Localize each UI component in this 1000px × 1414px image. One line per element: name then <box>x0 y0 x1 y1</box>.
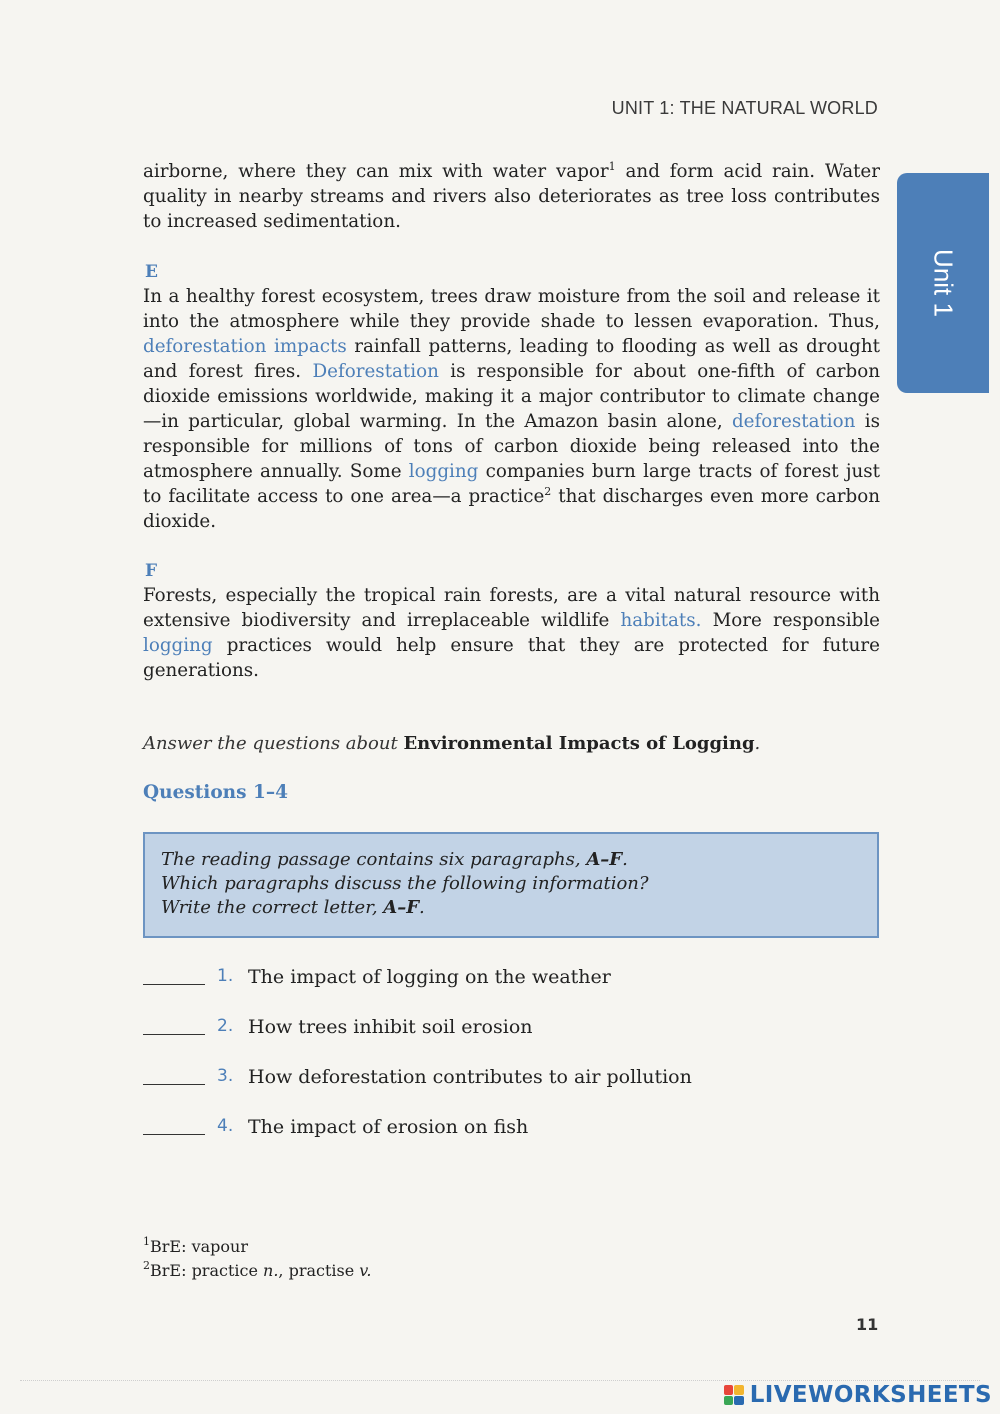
question-text: The impact of logging on the weather <box>248 966 611 988</box>
question-text: How trees inhibit soil erosion <box>248 1016 533 1038</box>
answer-blank[interactable] <box>143 1034 205 1035</box>
question-number: 2. <box>217 1016 234 1036</box>
answer-blank[interactable] <box>143 1134 205 1135</box>
answer-blank[interactable] <box>143 1084 205 1085</box>
instruction: Answer the questions about Environmental Impacts of Logging. <box>143 733 761 754</box>
footnote-1: $^1$BrE: vapour <box>143 1235 248 1256</box>
question-number: 4. <box>217 1116 234 1136</box>
question-text: How deforestation contributes to air pollution <box>248 1066 692 1088</box>
questions-heading: Questions 1–4 <box>143 782 288 803</box>
paragraph-e: In a healthy forest ecosystem, trees draw moisture from the soil and release it into the atmosphere while they provide shade to lessen evaporation. Thus, deforestation impacts rainfall patterns, leading to flooding as well as drought and forest fires. Deforestation is responsible for about one-fifth of carbon dioxide emissions worldwide, making it a major contributor to climate change—in particular, global warming. In the Amazon basin alone, deforestation is responsible for millions of tons of carbon dioxide being released into the atmosphere annually. Some logging companies burn large tracts of forest just to facilitate access to one area—a practice$^2$ that discharges even more carbon dioxide. <box>143 286 881 532</box>
key-term: habitats. <box>620 610 702 631</box>
paragraph-letter-f: F <box>145 561 158 581</box>
paragraph-d-continuation: airborne, where they can mix with water vapor$^1$ and form acid rain. Water quality in nearby streams and rivers also deteriorates as tree loss contributes to increased sedimentation. <box>143 160 880 232</box>
task-instruction-box: The reading passage contains six paragraphs, A–F. Which paragraphs discuss the following information? Write the correct letter, A–F. <box>143 832 879 938</box>
paragraph-letter-e: E <box>145 262 158 282</box>
key-term: deforestation <box>731 411 856 432</box>
key-term: logging <box>143 635 213 656</box>
footnote-2: $^2$BrE: practice n., practise v. <box>143 1259 372 1280</box>
key-term: deforestation impacts <box>143 336 347 357</box>
question-text: The impact of erosion on fish <box>248 1116 529 1138</box>
liveworksheets-logo-icon <box>724 1385 744 1405</box>
footnote-marker-1: 1 <box>608 160 616 173</box>
key-term: logging <box>408 461 479 482</box>
passage-title: Environmental Impacts of Logging <box>403 733 755 754</box>
running-head: UNIT 1: THE NATURAL WORLD <box>611 98 878 118</box>
key-term: Deforestation <box>312 361 439 382</box>
answer-blank[interactable] <box>143 984 205 985</box>
unit-tab-label: Unit 1 <box>928 249 959 317</box>
paragraph-f: Forests, especially the tropical rain forests, are a vital natural resource with extensive biodiversity and irreplaceable wildlife habitats. More responsible logging practices would help ensure that they are protected for future generations. <box>143 585 880 681</box>
unit-tab <box>897 173 989 393</box>
page-number: 11 <box>856 1315 879 1334</box>
liveworksheets-brand[interactable] <box>724 1380 992 1410</box>
brand-name: LIVEWORKSHEETS <box>749 1382 992 1408</box>
question-number: 1. <box>217 966 234 986</box>
question-number: 3. <box>217 1066 234 1086</box>
footnote-marker-2: 2 <box>544 485 552 498</box>
